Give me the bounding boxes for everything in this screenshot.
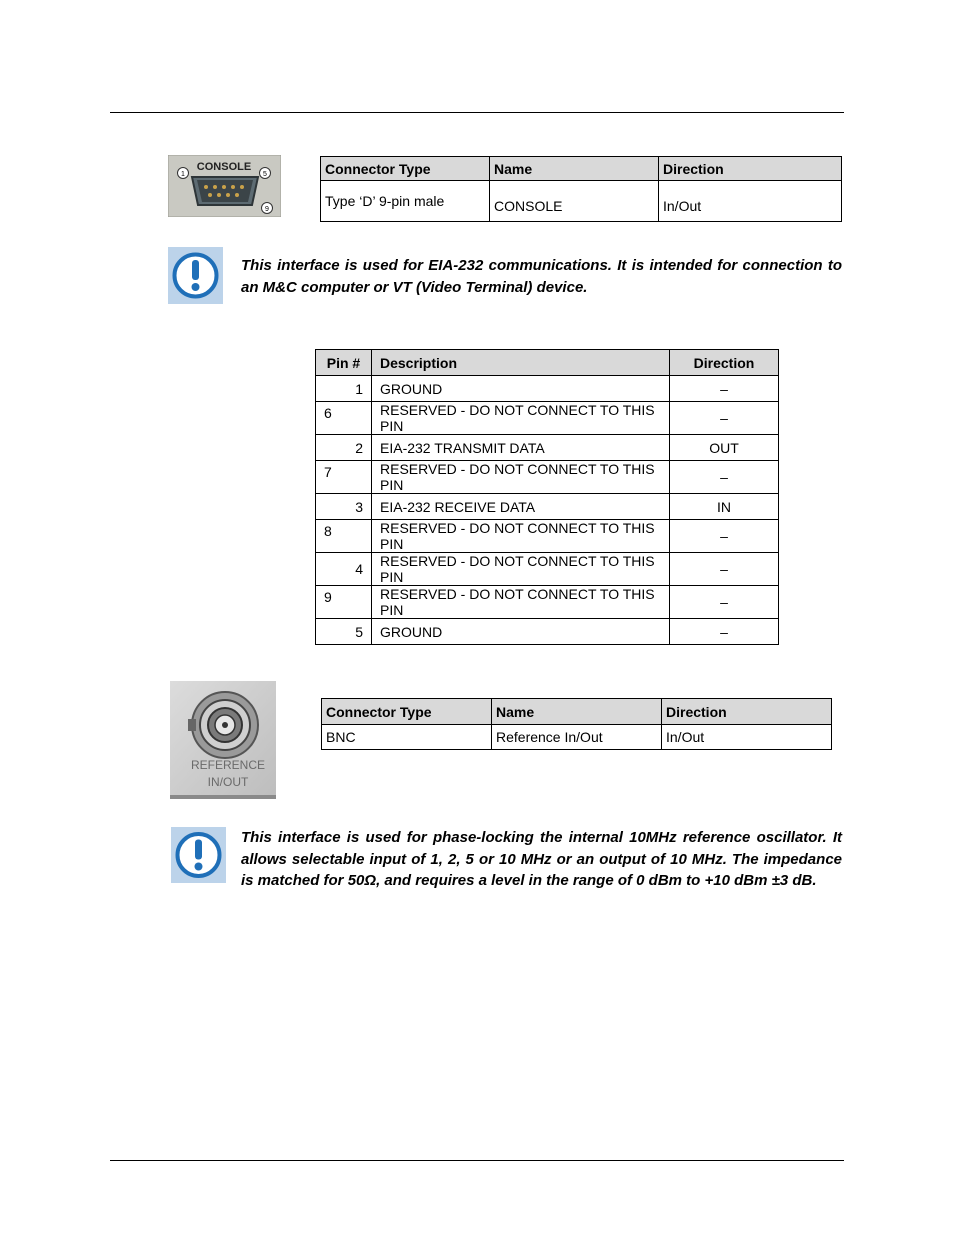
pin-number: 8 [316,520,372,553]
pin-description: EIA-232 RECEIVE DATA [372,494,670,520]
col-pin-direction: Direction [670,350,779,376]
col-direction: Direction [659,157,842,181]
console-photo-label: CONSOLE [196,161,252,173]
pin-direction: – [670,376,779,402]
console-note-text: This interface is used for EIA-232 communications. It is intended for connection to an M&C computer or VT (Video Terminal) device. [241,257,842,296]
pin-number: 6 [316,402,372,435]
reference-note-text: This interface is used for phase-locking the internal 10MHz reference oscillator. It allows selectable input of 1, 2, 5 or 10 MHz or an output of 10 MHz. The impedance is matched for 50Ω, and requires a level in the range of 0 dBm to +10 dBm ±3 dB. [241,829,842,889]
important-note-icon [171,827,226,883]
pin-direction: – [670,553,779,586]
console-pin-9-label: 9 [265,206,269,213]
reference-connector-table [321,698,832,750]
reference-photo-label-1: REFERENCE [190,758,266,772]
pin-direction: – [670,520,779,553]
table-row [316,402,779,435]
pin-number: 7 [316,461,372,494]
col-description: Description [372,350,670,376]
important-note-icon [168,247,223,304]
pin-number: 9 [316,586,372,619]
table-row [316,461,779,494]
pin-description: RESERVED - DO NOT CONNECT TO THIS PIN [372,461,670,494]
table-row [316,376,779,402]
pin-description: EIA-232 TRANSMIT DATA [372,435,670,461]
reference-direction-value: In/Out [662,725,832,750]
reference-name-value: Reference In/Out [492,725,662,750]
console-direction-value: In/Out [659,181,842,222]
pin-number: 1 [316,376,372,402]
pin-description: RESERVED - DO NOT CONNECT TO THIS PIN [372,520,670,553]
pin-direction: OUT [670,435,779,461]
pin-direction: – [670,586,779,619]
console-pin-5-label: 5 [263,171,267,178]
pin-description: RESERVED - DO NOT CONNECT TO THIS PIN [372,586,670,619]
table-row [316,553,779,586]
pin-number: 4 [316,553,372,586]
pin-direction: – [670,402,779,435]
reference-connector-photo [170,681,276,799]
reference-connector-type-value: BNC [322,725,492,750]
col-connector-type: Connector Type [321,157,490,181]
header-rule [110,112,844,113]
pin-number: 3 [316,494,372,520]
col-name: Name [492,699,662,725]
col-pin: Pin # [316,350,372,376]
col-name: Name [490,157,659,181]
pin-direction: – [670,619,779,645]
reference-photo-label-2: IN/OUT [207,775,249,789]
table-row [316,619,779,645]
console-name-value: CONSOLE [490,181,659,222]
col-direction: Direction [662,699,832,725]
console-connector-photo [168,155,281,217]
pin-description: RESERVED - DO NOT CONNECT TO THIS PIN [372,553,670,586]
console-connector-type-value: Type ‘D’ 9-pin male [321,181,490,222]
col-connector-type: Connector Type [322,699,492,725]
table-row [316,435,779,461]
console-connector-table [320,156,842,222]
table-row [316,586,779,619]
pin-number: 2 [316,435,372,461]
pin-description: GROUND [372,619,670,645]
pin-direction: IN [670,494,779,520]
table-row [316,520,779,553]
table-row [316,494,779,520]
footer-rule [110,1160,844,1161]
pin-direction: – [670,461,779,494]
pin-description: RESERVED - DO NOT CONNECT TO THIS PIN [372,402,670,435]
pin-number: 5 [316,619,372,645]
console-pin-table [315,349,779,645]
pin-description: GROUND [372,376,670,402]
console-pin-1-label: 1 [181,171,185,178]
